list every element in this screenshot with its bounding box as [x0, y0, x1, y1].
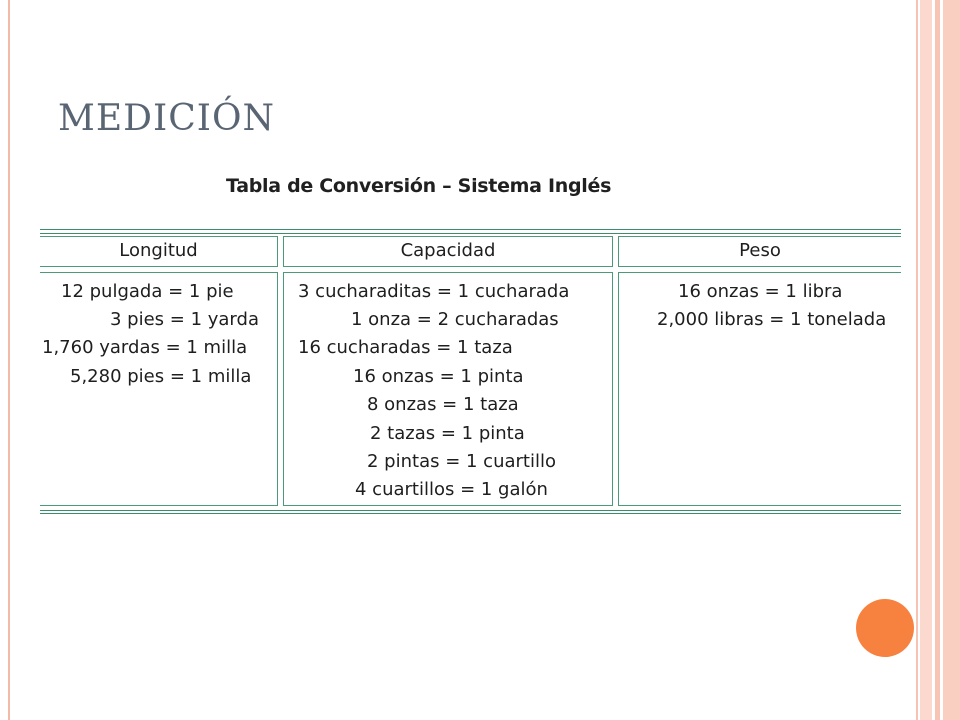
- peso-line: 16 onzas = 1 libra: [678, 281, 843, 302]
- longitud-line: 5,280 pies = 1 milla: [70, 366, 252, 387]
- slide-title: MEDICIÓN: [58, 98, 276, 139]
- capacidad-line: 2 pintas = 1 cuartillo: [367, 451, 556, 472]
- column-longitud: [40, 272, 278, 506]
- capacidad-line: 2 tazas = 1 pinta: [370, 423, 525, 444]
- capacidad-line: 4 cuartillos = 1 galón: [355, 479, 548, 500]
- longitud-line: 1,760 yardas = 1 milla: [42, 337, 248, 358]
- table-caption: Tabla de Conversión – Sistema Inglés: [226, 175, 612, 197]
- peso-line: 2,000 libras = 1 tonelada: [657, 309, 887, 330]
- table-top-rule: [40, 229, 901, 230]
- longitud-line: 12 pulgada = 1 pie: [61, 281, 234, 302]
- capacidad-line: 8 onzas = 1 taza: [367, 394, 519, 415]
- decorative-circle: [856, 599, 914, 657]
- capacidad-line: 16 cucharadas = 1 taza: [298, 337, 513, 358]
- right-decorative-stripes: [916, 0, 960, 720]
- header-capacidad: Capacidad: [283, 236, 613, 267]
- capacidad-line: 16 onzas = 1 pinta: [353, 366, 524, 387]
- table-bottom-rule-outer: [40, 513, 901, 514]
- left-border-rule: [8, 0, 10, 720]
- longitud-line: 3 pies = 1 yarda: [110, 309, 259, 330]
- capacidad-line: 3 cucharaditas = 1 cucharada: [298, 281, 570, 302]
- capacidad-line: 1 onza = 2 cucharadas: [351, 309, 559, 330]
- table-bottom-rule: [40, 510, 901, 511]
- conversion-table: [40, 229, 901, 515]
- header-longitud: Longitud: [40, 236, 278, 267]
- column-peso: [618, 272, 901, 506]
- header-peso: Peso: [618, 236, 901, 267]
- table-top-rule-inner: [40, 233, 901, 234]
- column-capacidad: [283, 272, 613, 506]
